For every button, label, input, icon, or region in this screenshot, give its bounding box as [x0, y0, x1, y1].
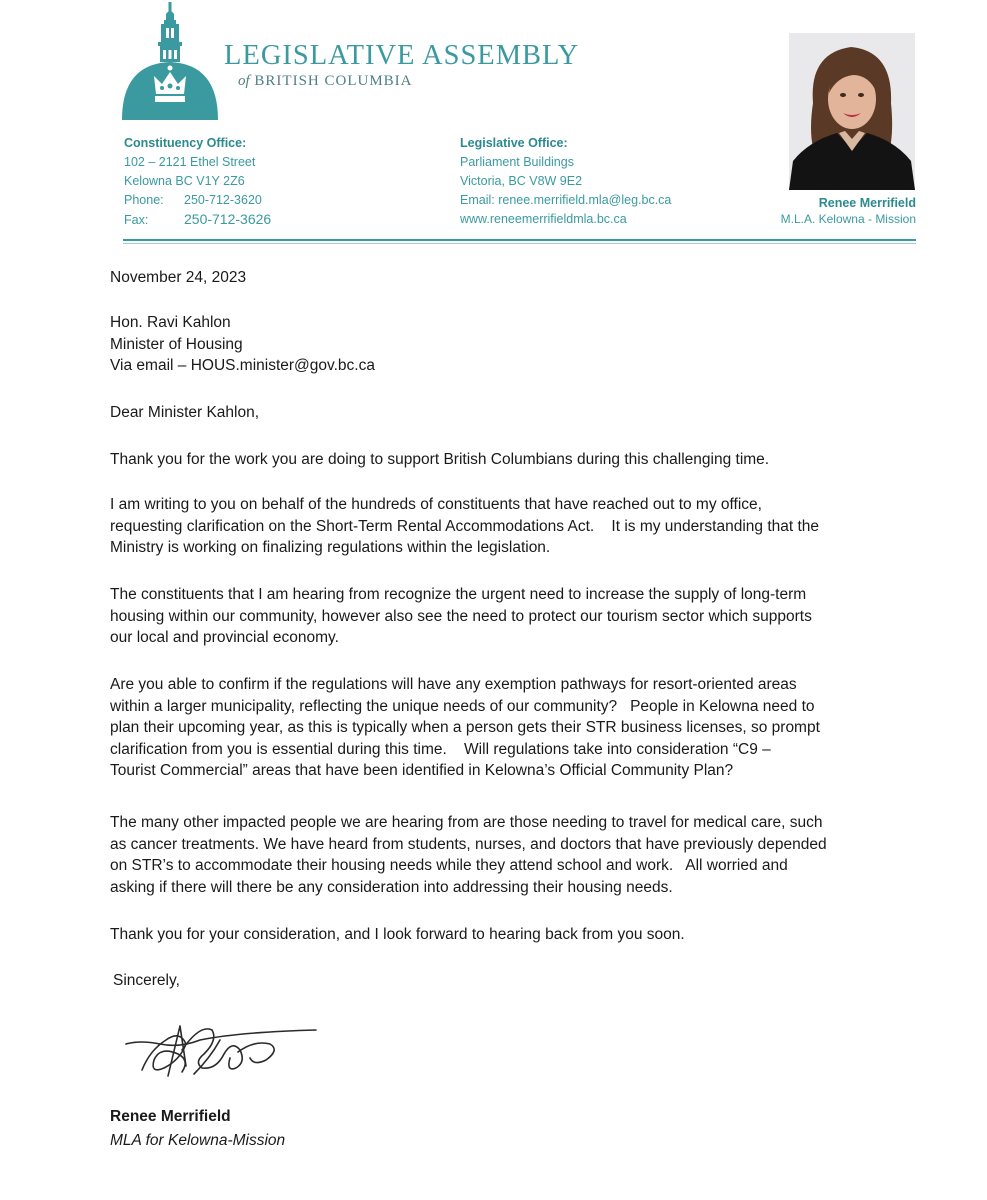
constituency-fax — [124, 210, 271, 230]
paragraph-5-line: The many other impacted people we are hearing from are those needing to travel for medical care, such — [110, 814, 823, 831]
assembly-title: LEGISLATIVE ASSEMBLY — [224, 40, 580, 71]
legislative-office-heading: Legislative Office: — [460, 136, 568, 150]
legislative-address-line2: Victoria, BC V8W 9E2 — [460, 174, 583, 188]
legislative-address-line1: Parliament Buildings — [460, 155, 574, 169]
mla-portrait — [789, 33, 915, 190]
signer-name: Renee Merrifield — [110, 1108, 231, 1125]
fax-number: 250-712-3626 — [184, 211, 272, 227]
paragraph-2-line: Ministry is working on finalizing regulations within the legislation. — [110, 539, 551, 556]
assembly-subtitle — [238, 73, 413, 90]
assembly-subtitle-of: of — [238, 73, 250, 89]
recipient-email: Via email – HOUS.minister@gov.bc.ca — [110, 357, 375, 374]
paragraph-4 — [110, 674, 910, 782]
constituency-phone — [124, 191, 271, 210]
constituency-address-line1: 102 – 2121 Ethel Street — [124, 155, 256, 169]
letterhead-divider — [123, 239, 916, 241]
paragraph-2 — [110, 494, 900, 559]
legislative-website: www.reneemerrifieldmla.bc.ca — [460, 212, 627, 226]
paragraph-2-line: I am writing to you on behalf of the hundreds of constituents that have reached out to my office, — [110, 496, 762, 513]
recipient-block — [110, 312, 375, 377]
handwritten-signature — [120, 1010, 320, 1090]
paragraph-3 — [110, 584, 900, 649]
constituency-address-line2: Kelowna BC V1Y 2Z6 — [124, 174, 245, 188]
salutation: Dear Minister Kahlon, — [110, 404, 260, 421]
paragraph-4-line: plan their upcoming year, as this is typically when a person gets their STR business licenses, so prompt — [110, 719, 820, 736]
paragraph-3-line: our local and provincial economy. — [110, 629, 339, 646]
legislature-dome-logo — [120, 2, 220, 120]
legislative-email: Email: renee.merrifield.mla@leg.bc.ca — [460, 193, 672, 207]
letter-date: November 24, 2023 — [110, 269, 247, 286]
paragraph-4-line: within a larger municipality, reflecting the unique needs of our community? People in Kelowna need to — [110, 697, 815, 715]
paragraph-5 — [110, 812, 900, 898]
paragraph-2-line: requesting clarification on the Short-Term Rental Accommodations Act. It is my understanding that the — [110, 517, 820, 535]
paragraph-4-line: Tourist Commercial” areas that have been identified in Kelowna’s Official Community Plan? — [110, 762, 734, 779]
paragraph-3-line: housing within our community, however also see the need to protect our tourism sector which supports — [110, 607, 812, 625]
assembly-subtitle-province: BRITISH COLUMBIA — [254, 73, 413, 89]
paragraph-5-line: asking if there will there be any consideration into addressing their housing needs. — [110, 878, 673, 896]
paragraph-3-line: The constituents that I am hearing from recognize the urgent need to increase the supply of long-term — [110, 586, 807, 603]
paragraph-5-line: as cancer treatments. We have heard from students, nurses, and doctors that have previously depended — [110, 835, 827, 853]
phone-number: 250-712-3620 — [184, 193, 262, 207]
paragraph-4-line: clarification from you is essential during this time. Will regulations take into consideration “C9 – — [110, 740, 771, 758]
paragraph-1: Thank you for the work you are doing to support British Columbians during this challenging time. — [110, 451, 770, 468]
legislative-office — [460, 134, 671, 229]
signer-title: MLA for Kelowna-Mission — [110, 1132, 286, 1149]
paragraph-5-line: on STR’s to accommodate their housing needs while they attend school and work. All worried and — [110, 857, 788, 874]
mla-name: Renee Merrifield — [818, 196, 916, 210]
recipient-name: Hon. Ravi Kahlon — [110, 314, 231, 331]
letterhead-divider-thin — [123, 243, 916, 244]
mla-title: M.L.A. Kelowna - Mission — [780, 212, 916, 226]
recipient-title: Minister of Housing — [110, 335, 243, 353]
closing: Sincerely, — [113, 972, 180, 989]
letterhead — [0, 0, 987, 250]
paragraph-4-line: Are you able to confirm if the regulations will have any exemption pathways for resort-oriented areas — [110, 676, 797, 693]
constituency-office — [124, 134, 271, 230]
constituency-office-heading: Constituency Office: — [124, 136, 247, 150]
phone-label: Phone: — [124, 193, 164, 207]
fax-label: Fax: — [124, 213, 149, 227]
paragraph-6: Thank you for your consideration, and I look forward to hearing back from you soon. — [110, 926, 685, 943]
